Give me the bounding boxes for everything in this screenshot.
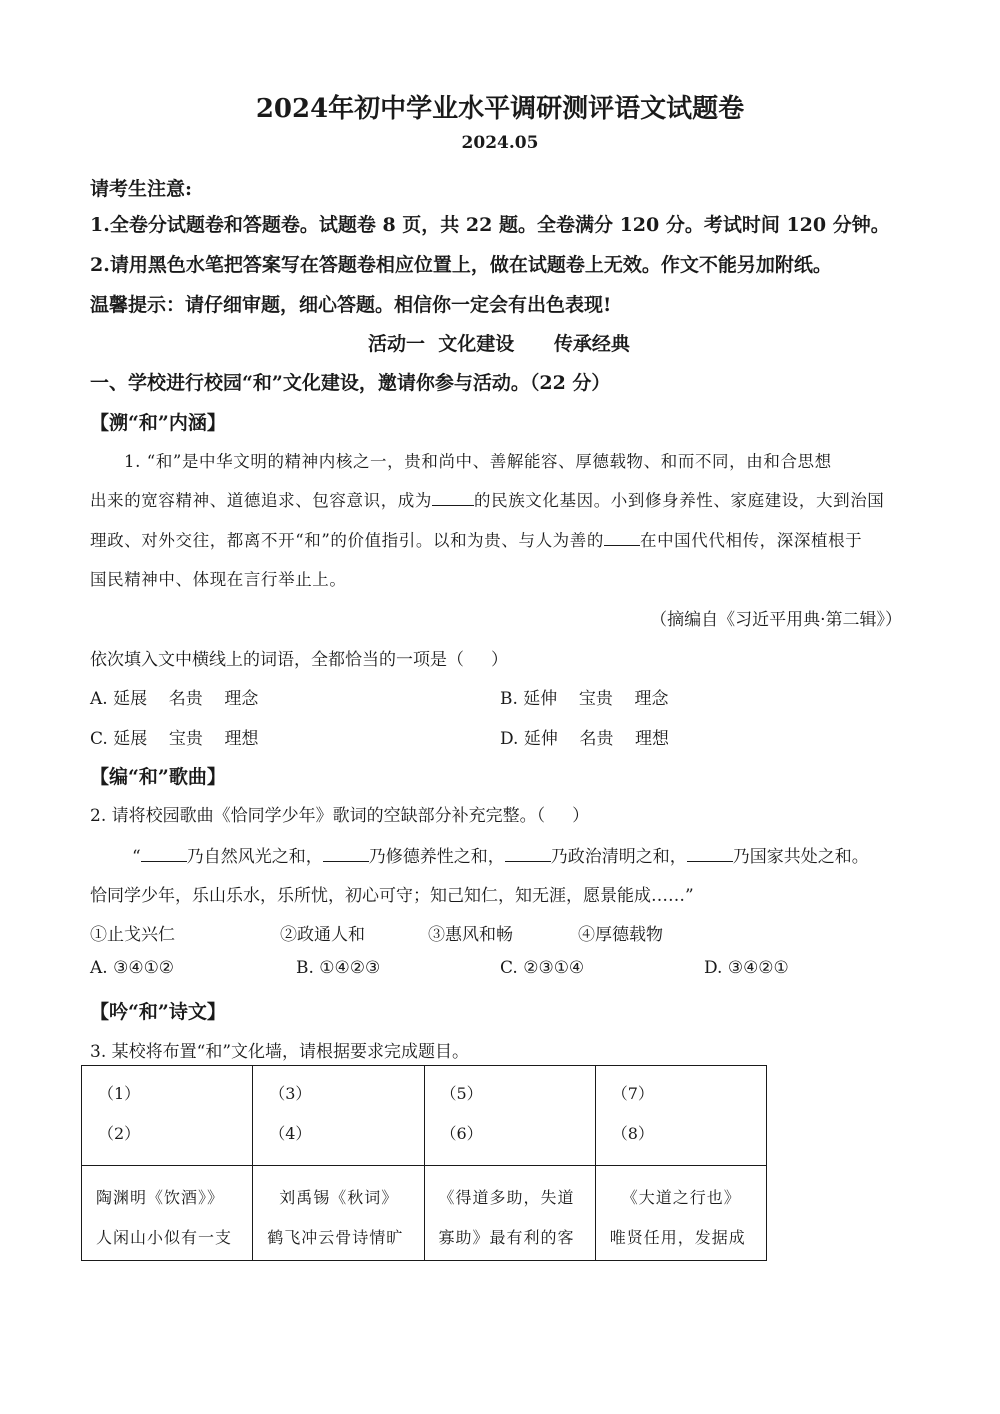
source-2-line-1: 刘禹锡《秋词》	[279, 1188, 399, 1207]
table-row-sources	[82, 1166, 767, 1261]
q1-blank-1	[432, 487, 474, 506]
q2-blank-3	[505, 843, 551, 862]
q2-blank-2	[323, 843, 369, 862]
source-4-line-1: 《大道之行也》	[621, 1188, 741, 1207]
q2-lyric-line-2: 恰同学少年，乐山乐水，乐所忧，初心可守；知己知仁，知无涯，愿景能成……”	[90, 886, 694, 906]
q1-line-3-end: 在中国代代相传，深深植根于	[639, 531, 863, 550]
blank-label-6: （6）	[440, 1124, 483, 1143]
blank-label-2: （2）	[98, 1124, 141, 1143]
q2-item-1: ①止戈兴仁	[90, 925, 175, 945]
notice-heading: 请考生注意:	[90, 178, 193, 200]
subheading-poetry: 【吟“和”诗文】	[90, 1001, 226, 1023]
source-3-line-1: 《得道多助，失道	[438, 1188, 575, 1207]
table-cell-3-4	[253, 1066, 424, 1166]
source-3-line-2: 寡助》最有利的客	[438, 1228, 575, 1247]
notice-line-1: 1.全卷分试题卷和答题卷。试题卷 8 页，共 22 题。全卷满分 120 分。考试时间 120 分钟。	[90, 214, 890, 236]
table-cell-7-8	[595, 1066, 766, 1166]
q1-line-2-start: 出来的宽容精神、道德追求、包容意识，成为	[90, 491, 432, 510]
source-2-line-2: 鹤飞冲云骨诗情旷	[267, 1228, 404, 1247]
q2-item-4: ④厚德载物	[578, 925, 663, 945]
q1-line-1: 1. “和”是中华文明的精神内核之一，贵和尚中、善解能容、厚德载物、和而不同，由和合思想	[124, 452, 832, 471]
table-cell-5-6	[424, 1066, 595, 1166]
q2-option-b[interactable]: B. ①④②③	[296, 958, 381, 978]
q1-option-d[interactable]: D. 延伸 名贵 理想	[500, 729, 670, 749]
q2-option-a[interactable]: A. ③④①②	[90, 958, 175, 978]
q2-item-2: ②政通人和	[280, 925, 365, 945]
source-1-line-1: 陶渊明《饮酒》》	[96, 1188, 225, 1207]
q2-blank-4	[687, 843, 733, 862]
q2-blank-1	[141, 843, 187, 862]
section1-heading: 一、学校进行校园“和”文化建设，邀请你参与活动。（22 分）	[90, 372, 611, 394]
q1-blank-2	[604, 527, 640, 546]
table-cell-1-2	[82, 1066, 253, 1166]
q2-open-quote: “	[132, 847, 141, 867]
q1-option-c[interactable]: C. 延展 宝贵 理想	[90, 729, 259, 749]
q2-lyric-b: 乃修德养性之和，	[368, 847, 505, 867]
notice-tip: 温馨提示：请仔细审题，细心答题。相信你一定会有出色表现!	[90, 294, 612, 316]
q2-lyric-line-1	[132, 842, 869, 867]
q2-option-d[interactable]: D. ③④②①	[704, 958, 789, 978]
table-cell-source-1	[82, 1166, 253, 1261]
q1-line-3	[90, 527, 862, 551]
notice-line-2: 2.请用黑色水笔把答案写在答题卷相应位置上，做在试题卷上无效。作文不能另加附纸。	[90, 254, 832, 276]
q1-option-b[interactable]: B. 延伸 宝贵 理念	[500, 689, 669, 709]
source-4-line-2: 唯贤任用，发据成	[609, 1228, 746, 1247]
table-cell-source-2	[253, 1166, 424, 1261]
exam-date: 2024.05	[461, 133, 539, 153]
source-1-line-2: 人闲山小似有一支	[96, 1228, 233, 1247]
subheading-song: 【编“和”歌曲】	[90, 766, 226, 788]
q1-line-4: 国民精神中、体现在言行举止上。	[90, 570, 347, 589]
q1-prompt: 依次填入文中横线上的词语，全都恰当的一项是（ ）	[90, 650, 509, 670]
exam-title: 2024年初中学业水平调研测评语文试题卷	[255, 94, 745, 124]
blank-label-1: （1）	[98, 1084, 141, 1103]
blank-label-8: （8）	[611, 1124, 654, 1143]
q2-lyric-a: 乃自然风光之和，	[186, 847, 323, 867]
activity-title: 活动一 文化建设 传承经典	[368, 333, 630, 355]
q2-lyric-c: 乃政治清明之和，	[550, 847, 687, 867]
q3-prompt: 3. 某校将布置“和”文化墙，请根据要求完成题目。	[90, 1042, 470, 1062]
q2-option-c[interactable]: C. ②③①④	[500, 958, 585, 978]
blank-label-4: （4）	[269, 1124, 312, 1143]
q2-prompt: 2. 请将校园歌曲《恰同学少年》歌词的空缺部分补充完整。（ ）	[90, 806, 590, 826]
q2-lyric-d: 乃国家共处之和。	[732, 847, 869, 867]
blank-label-5: （5）	[440, 1084, 483, 1103]
table-row-blanks	[82, 1066, 767, 1166]
q2-item-3: ③惠风和畅	[428, 925, 513, 945]
q1-line-2-end: 的民族文化基因。小到修身养性、家庭建设，大到治国	[474, 491, 885, 510]
blank-label-7: （7）	[611, 1084, 654, 1103]
table-cell-source-3	[424, 1166, 595, 1261]
q1-option-a[interactable]: A. 延展 名贵 理念	[90, 689, 259, 709]
culture-wall-table	[81, 1065, 767, 1261]
q1-source: （摘编自《习近平用典·第二辑》）	[650, 610, 902, 630]
q1-line-2	[90, 487, 884, 511]
q1-line-3-start: 理政、对外交往，都离不开“和”的价值指引。以和为贵、与人为善的	[90, 531, 604, 550]
subheading-origin: 【溯“和”内涵】	[90, 412, 226, 434]
blank-label-3: （3）	[269, 1084, 312, 1103]
table-cell-source-4	[595, 1166, 766, 1261]
